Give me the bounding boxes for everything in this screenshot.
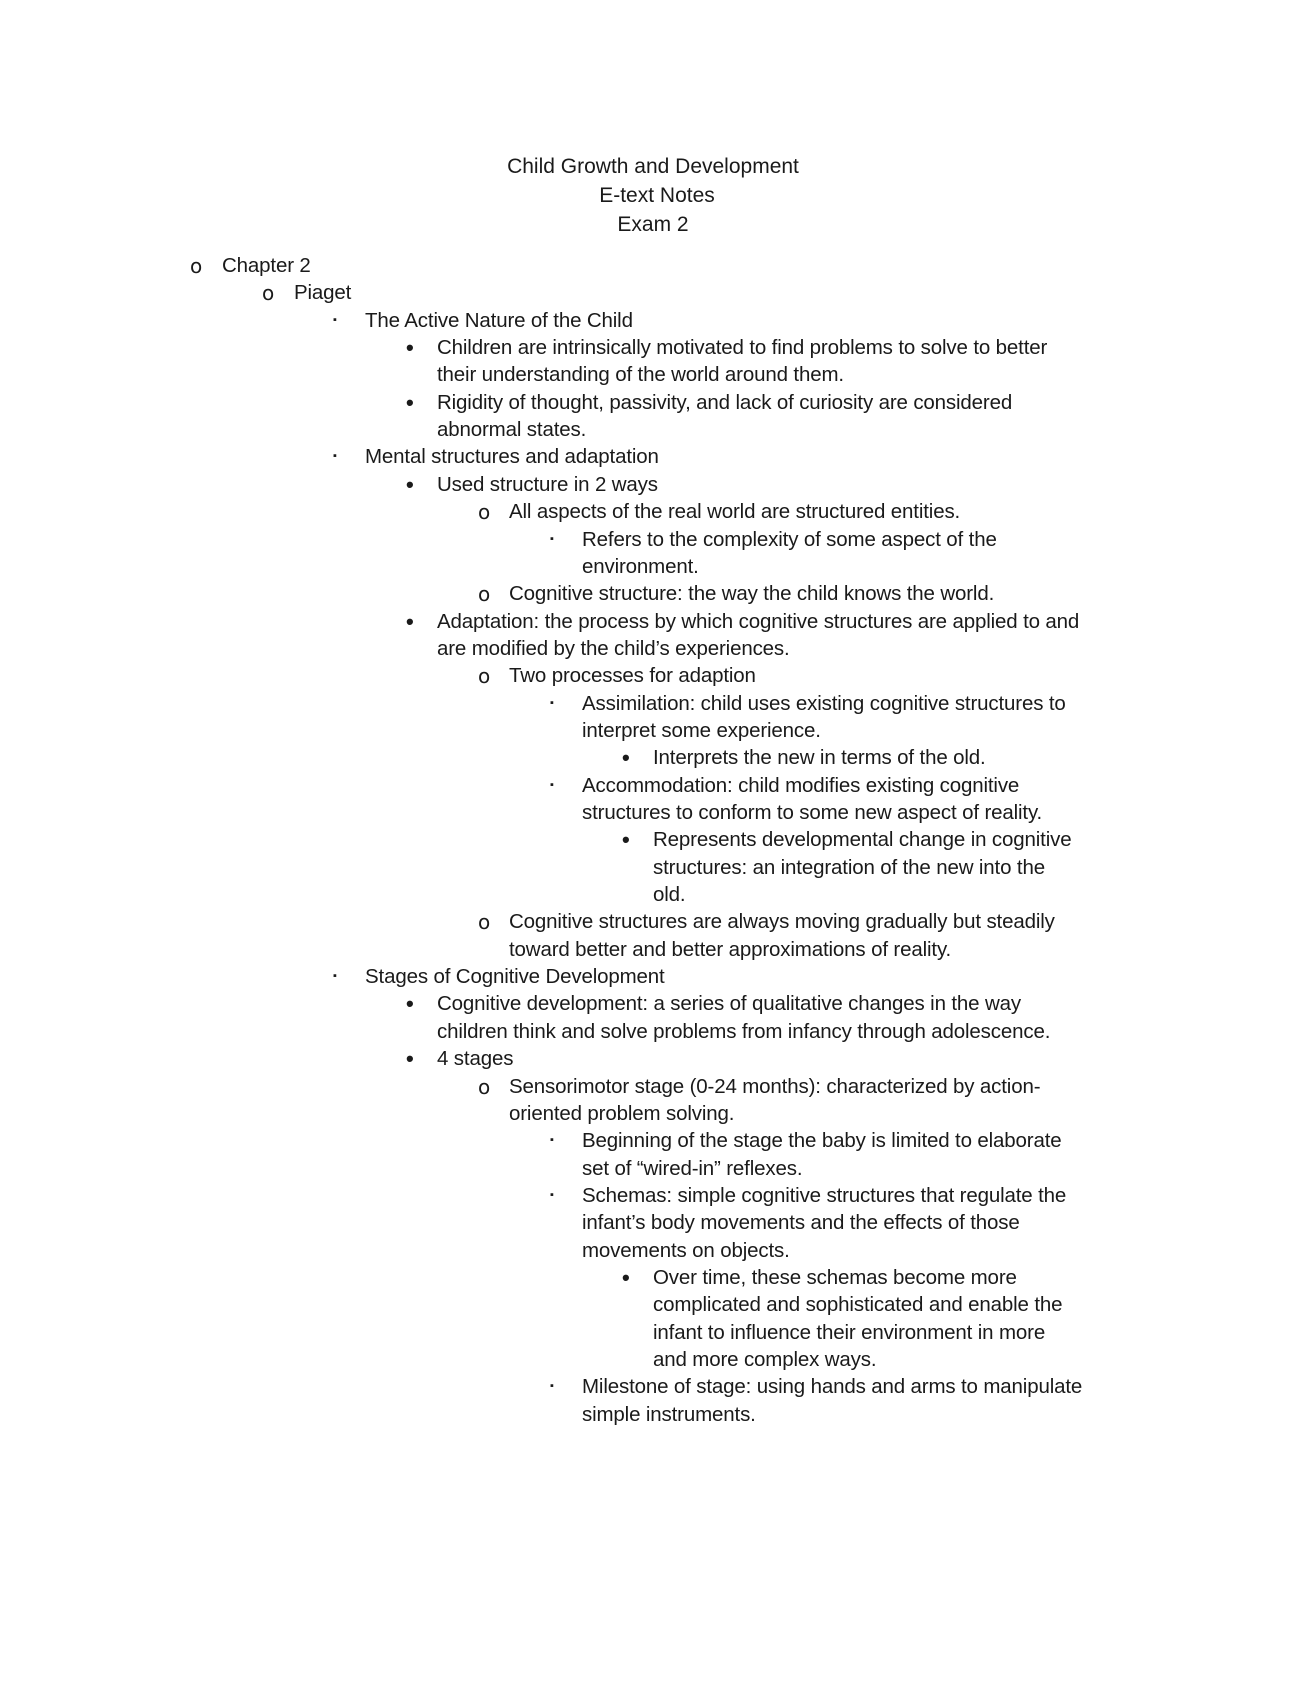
bullet-circle-icon: o — [478, 910, 491, 935]
outline-item-line: interpret some experience. — [582, 718, 821, 742]
outline-item-line: structures to conform to some new aspect of reality. — [582, 801, 1043, 824]
bullet-dot-icon: • — [622, 745, 630, 771]
bullet-dot-icon: • — [406, 389, 414, 415]
outline-item-line: All aspects of the real world are structured entities. — [509, 500, 961, 524]
bullet-dot-icon: • — [622, 1264, 630, 1290]
outline-item-line: infant’s body movements and the effects of those — [582, 1211, 1020, 1235]
outline-item-line: Rigidity of thought, passivity, and lack of curiosity are considered — [437, 390, 1013, 414]
outline-item-line: Accommodation: child modifies existing cognitive — [582, 773, 1020, 797]
bullet-dot-icon: • — [406, 1046, 414, 1072]
bullet-circle-icon: o — [190, 254, 203, 278]
outline-item-line: Chapter 2 — [222, 254, 311, 277]
outline-item-line: set of “wired-in” reflexes. — [582, 1156, 803, 1180]
bullet-square-icon: ▪ — [333, 313, 337, 326]
outline-item-line: Milestone of stage: using hands and arms to manipulate — [582, 1375, 1083, 1399]
bullet-square-icon: ▪ — [550, 696, 554, 709]
bullet-square-icon: ▪ — [333, 970, 337, 983]
bullet-square-icon: ▪ — [550, 532, 554, 545]
outline-item-line: Represents developmental change in cognitive — [653, 828, 1072, 852]
outline-item-line: complicated and sophisticated and enable the — [653, 1293, 1063, 1317]
outline-item-line: environment. — [582, 554, 699, 578]
bullet-dot-icon: • — [406, 991, 414, 1017]
bullet-square-icon: ▪ — [550, 1380, 554, 1393]
bullet-square-icon: ▪ — [550, 778, 554, 791]
outline-item-line: Assimilation: child uses existing cognitive structures to — [582, 691, 1066, 715]
outline-item-line: The Active Nature of the Child — [365, 308, 633, 332]
document-exam-label: Exam 2 — [617, 213, 689, 236]
outline-item-line: Schemas: simple cognitive structures that regulate the — [582, 1183, 1067, 1207]
bullet-circle-icon: o — [478, 582, 491, 607]
document-title: Child Growth and Development — [507, 155, 799, 178]
outline-item-line: Beginning of the stage the baby is limited to elaborate — [582, 1129, 1062, 1153]
outline-item-line: Adaptation: the process by which cognitive structures are applied to and — [437, 609, 1080, 633]
outline-item-line: Mental structures and adaptation — [365, 445, 659, 469]
outline-item-line: Two processes for adaption — [509, 664, 756, 688]
outline-item-line: infant to influence their environment in more — [653, 1320, 1046, 1344]
bullet-square-icon: ▪ — [333, 450, 337, 463]
bullet-circle-icon: o — [478, 664, 491, 689]
bullet-square-icon: ▪ — [550, 1188, 554, 1201]
outline-item-line: structures: an integration of the new into the — [653, 855, 1045, 879]
bullet-dot-icon: • — [406, 471, 414, 497]
outline-item-line: abnormal states. — [437, 418, 587, 442]
bullet-square-icon: ▪ — [550, 1134, 554, 1147]
bullet-dot-icon: • — [622, 827, 630, 853]
outline-item-line: and more complex ways. — [653, 1348, 877, 1371]
outline-item-line: children think and solve problems from infancy through adolescence. — [437, 1019, 1051, 1043]
bullet-dot-icon: • — [406, 608, 414, 634]
bullet-circle-icon: o — [478, 1074, 491, 1099]
bullet-circle-icon: o — [478, 500, 491, 525]
outline-item-line: Cognitive development: a series of qualitative changes in the way — [437, 992, 1021, 1016]
outline-item-line: Stages of Cognitive Development — [365, 965, 665, 989]
outline-item-line: 4 stages — [437, 1047, 514, 1071]
outline-item-line: Interprets the new in terms of the old. — [653, 746, 986, 770]
outline-item-line: Children are intrinsically motivated to find problems to solve to better — [437, 336, 1048, 360]
outline-item-line: movements on objects. — [582, 1238, 790, 1262]
outline-item-line: toward better and better approximations of reality. — [509, 937, 952, 961]
outline-item-line: are modified by the child’s experiences. — [437, 636, 790, 660]
outline-item-line: their understanding of the world around them. — [437, 363, 844, 387]
outline-item-line: Refers to the complexity of some aspect of the — [582, 527, 997, 551]
outline-item-line: Cognitive structure: the way the child knows the world. — [509, 582, 995, 606]
bullet-dot-icon: • — [406, 335, 414, 361]
outline-item-line: old. — [653, 883, 686, 907]
outline-item-line: Sensorimotor stage (0-24 months): characterized by action- — [509, 1074, 1041, 1098]
outline-item-line: simple instruments. — [582, 1402, 756, 1426]
outline-item-line: Piaget — [294, 281, 352, 305]
outline-item-line: Over time, these schemas become more — [653, 1265, 1017, 1289]
bullet-circle-icon: o — [262, 281, 275, 306]
document-subtitle: E-text Notes — [599, 184, 715, 207]
outline-item-line: Cognitive structures are always moving gradually but steadily — [509, 910, 1055, 934]
outline-item-line: oriented problem solving. — [509, 1101, 735, 1125]
outline-item-line: Used structure in 2 ways — [437, 472, 658, 496]
